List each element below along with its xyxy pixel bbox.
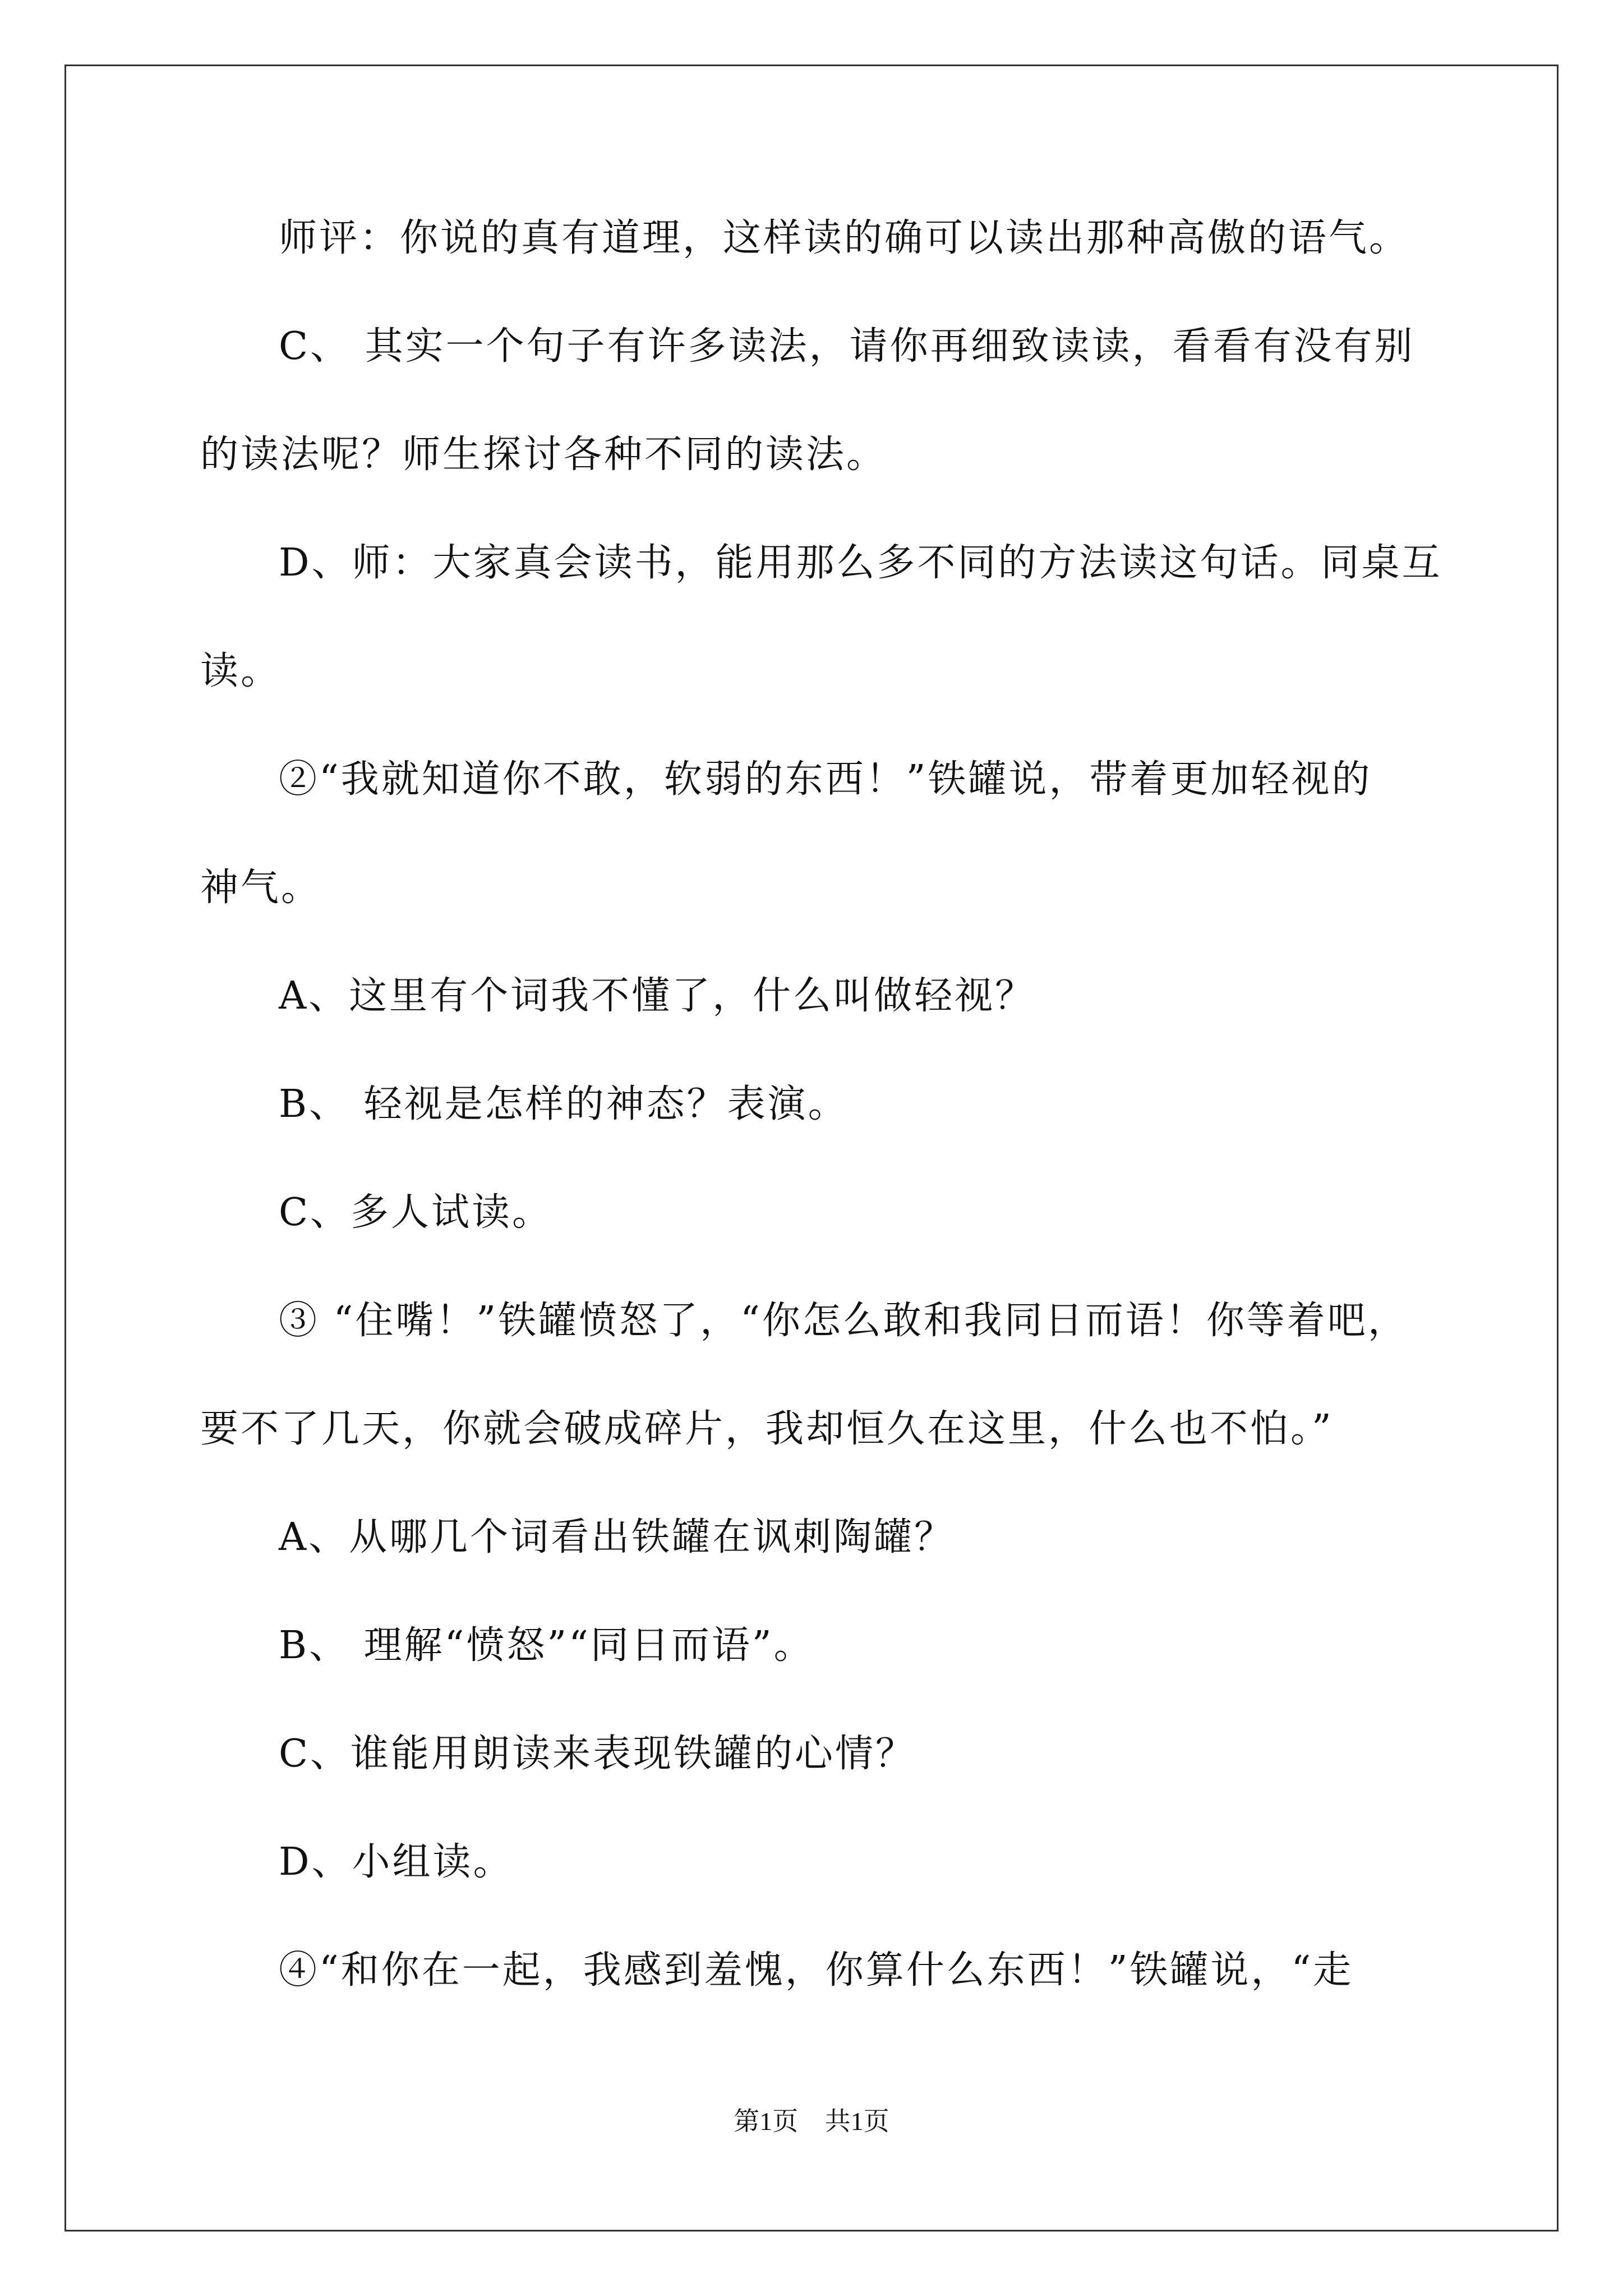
page-number: 第1页 [734, 2107, 799, 2136]
text-line: A、这里有个词我不懂了，什么叫做轻视？ [279, 974, 1036, 1018]
page-total: 共1页 [824, 2107, 889, 2136]
text-line: 要不了几天，你就会破成碎片，我却恒久在这里，什么也不怕。” [200, 1407, 1334, 1451]
text-line: 神气。 [200, 866, 322, 910]
text-line: C、谁能用朗读来表现铁罐的心情？ [279, 1732, 916, 1776]
text-line: 读。 [200, 649, 282, 693]
text-line: B、 轻视是怎样的神态？表演。 [279, 1082, 849, 1126]
text-line: D、小组读。 [279, 1840, 514, 1884]
text-line: 的读法呢？师生探讨各种不同的读法。 [200, 432, 887, 477]
text-line: C、多人试读。 [279, 1190, 553, 1235]
text-line: B、 理解“愤怒”“同日而语”。 [279, 1623, 814, 1668]
text-line: D、师：大家真会读书，能用那么多不同的方法读这句话。同桌互 [279, 541, 1442, 585]
text-line: A、从哪几个词看出铁罐在讽刺陶罐？ [279, 1515, 955, 1559]
text-line: C、 其实一个句子有许多读法，请你再细致读读，看看有没有别 [279, 324, 1415, 369]
text-line: ③ “住嘴！”铁罐愤怒了，“你怎么敢和我同日而语！你等着吧， [279, 1299, 1408, 1343]
text-line: ④“和你在一起，我感到羞愧，你算什么东西！”铁罐说，“走 [279, 1948, 1354, 1993]
document-body [200, 210, 1442, 2051]
text-line: ②“我就知道你不敢，软弱的东西！”铁罐说，带着更加轻视的 [279, 757, 1372, 802]
text-line: 师评：你说的真有道理，这样读的确可以读出那种高傲的语气。 [279, 216, 1410, 260]
page-footer [0, 2101, 1623, 2138]
